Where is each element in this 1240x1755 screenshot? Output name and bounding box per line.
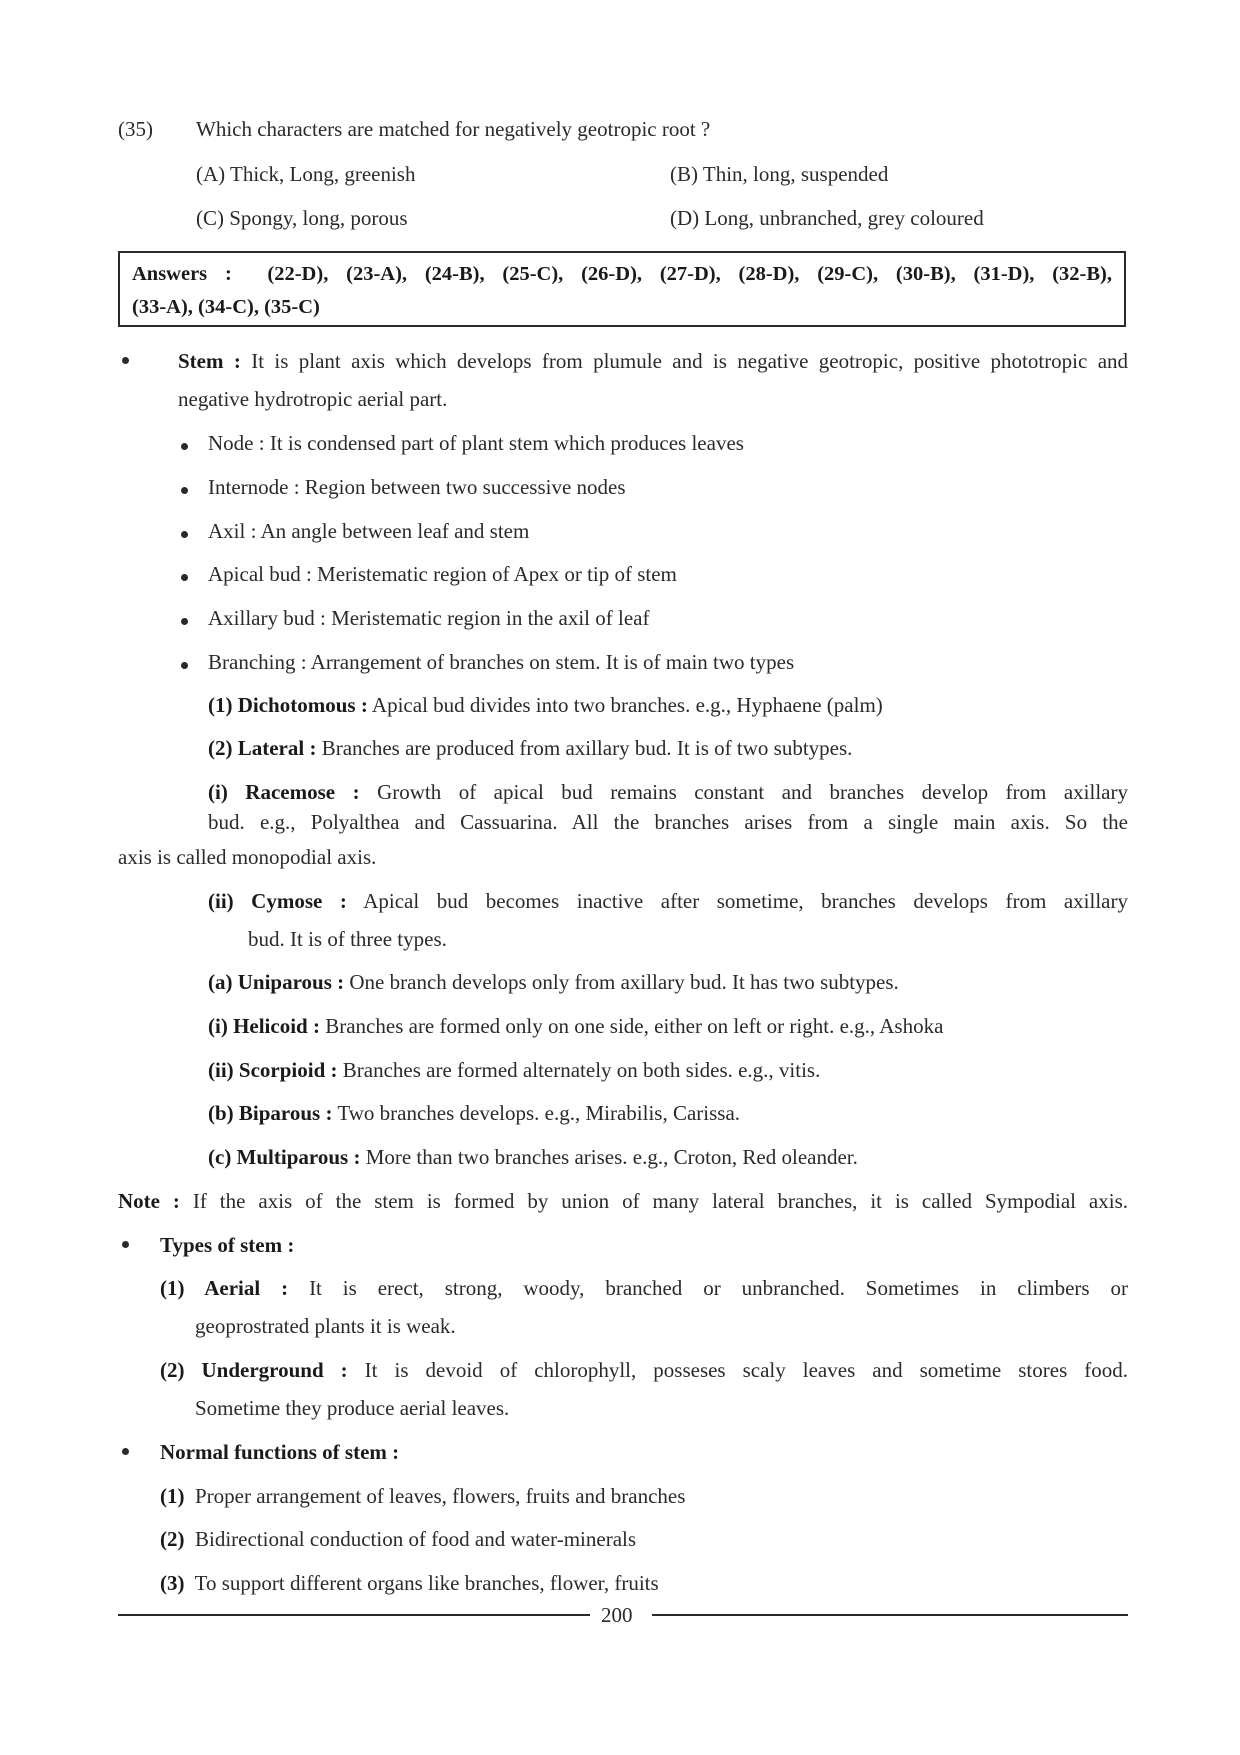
bullet-icon: [122, 1241, 129, 1248]
biparous-term: (b) Biparous :: [208, 1101, 333, 1125]
multiparous-term: (c) Multiparous :: [208, 1145, 361, 1169]
racemose-line-3: axis is called monopodial axis.: [118, 845, 377, 869]
uniparous-term: (a) Uniparous :: [208, 970, 345, 994]
answers-values-1: (22-D), (23-A), (24-B), (25-C), (26-D), (27-D), (28-D), (29-C), (30-B), (31-D), (32-B),: [267, 263, 1112, 285]
cymose-text-1: Apical bud becomes inactive after sometime, branches develops from axillary: [363, 889, 1128, 913]
stem-def-1: It is plant axis which develops from plumule and is negative geotropic, positive phototropic and: [251, 349, 1129, 373]
lateral-entry: [208, 733, 852, 763]
stem-part-axil: Axil : An angle between leaf and stem: [208, 519, 530, 543]
lateral-term: (2) Lateral :: [208, 736, 317, 760]
stem-part-branching: Branching : Arrangement of branches on stem. It is of main two types: [208, 650, 795, 674]
stem-term: Stem :: [178, 349, 241, 373]
helicoid-entry: [208, 1011, 943, 1041]
lateral-text: Branches are produced from axillary bud. It is of two subtypes.: [321, 736, 853, 760]
function-item-3: (3) To support different organs like branches, flower, fruits: [160, 1571, 659, 1595]
racemose-line-2: bud. e.g., Polyalthea and Cassuarina. All the branches arises from a single main axis. So the: [208, 810, 1128, 834]
scorpioid-term: (ii) Scorpioid :: [208, 1058, 338, 1082]
scorpioid-entry: [208, 1055, 820, 1085]
option-c: (C) Spongy, long, porous: [196, 206, 408, 230]
option-a: (A) Thick, Long, greenish: [196, 162, 416, 186]
scorpioid-text: Branches are formed alternately on both sides. e.g., vitis.: [342, 1058, 821, 1082]
racemose-term: (i) Racemose :: [208, 780, 360, 804]
question-text: Which characters are matched for negatively geotropic root ?: [196, 117, 711, 141]
stem-part-internode: Internode : Region between two successive nodes: [208, 475, 626, 499]
answers-line-1: [132, 258, 1112, 291]
bullet-icon: [181, 574, 188, 581]
racemose-text-1: Growth of apical bud remains constant and branches develop from axillary: [377, 780, 1128, 804]
function-item-1: (1) Proper arrangement of leaves, flowers, fruits and branches: [160, 1484, 686, 1508]
aerial-text-1: It is erect, strong, woody, branched or unbranched. Sometimes in climbers or: [309, 1276, 1128, 1300]
cymose-line-2: bud. It is of three types.: [248, 927, 447, 951]
answers-label: Answers :: [132, 263, 232, 285]
bullet-icon: [122, 1448, 129, 1455]
helicoid-text: Branches are formed only on one side, either on left or right. e.g., Ashoka: [325, 1014, 944, 1038]
note-term: Note :: [118, 1189, 180, 1213]
stem-definition-line-2: negative hydrotropic aerial part.: [178, 387, 448, 411]
uniparous-entry: [208, 967, 899, 997]
page-number: 200: [601, 1603, 633, 1627]
bullet-icon: [181, 487, 188, 494]
bullet-icon: [181, 531, 188, 538]
note-text: If the axis of the stem is formed by union of many lateral branches, it is called Sympodial axis.: [192, 1189, 1128, 1213]
option-b: (B) Thin, long, suspended: [670, 162, 889, 186]
biparous-text: Two branches develops. e.g., Mirabilis, Carissa.: [337, 1101, 741, 1125]
multiparous-entry: [208, 1142, 858, 1172]
answers-values-2: (33-A), (34-C), (35-C): [132, 296, 320, 318]
answers-box: [118, 251, 1126, 327]
bullet-icon: [122, 357, 129, 364]
aerial-line-1: [160, 1273, 1128, 1303]
stem-part-node: Node : It is condensed part of plant stem which produces leaves: [208, 431, 744, 455]
multiparous-text: More than two branches arises. e.g., Croton, Red oleander.: [365, 1145, 858, 1169]
note-entry: [118, 1186, 1128, 1216]
underground-line-1: [160, 1355, 1128, 1385]
aerial-term: (1) Aerial :: [160, 1276, 289, 1300]
question-number: (35): [118, 117, 153, 141]
dichotomous-text: Apical bud divides into two branches. e.g., Hyphaene (palm): [371, 693, 883, 717]
helicoid-term: (i) Helicoid :: [208, 1014, 320, 1038]
bullet-icon: [181, 662, 188, 669]
bullet-icon: [181, 618, 188, 625]
racemose-line-1: [208, 777, 1128, 807]
dichotomous-term: (1) Dichotomous :: [208, 693, 368, 717]
stem-part-axillary-bud: Axillary bud : Meristematic region in the axil of leaf: [208, 606, 650, 630]
function-item-2: (2) Bidirectional conduction of food and water-minerals: [160, 1527, 637, 1551]
stem-definition-line-1: [178, 346, 1128, 376]
aerial-line-2: geoprostrated plants it is weak.: [195, 1314, 456, 1338]
cymose-term: (ii) Cymose :: [208, 889, 347, 913]
functions-heading: Normal functions of stem :: [160, 1440, 400, 1464]
dichotomous-entry: [208, 690, 883, 720]
uniparous-text: One branch develops only from axillary bud. It has two subtypes.: [349, 970, 899, 994]
footer-rule-right: [652, 1614, 1128, 1616]
types-heading: Types of stem :: [160, 1233, 295, 1257]
cymose-line-1: [208, 886, 1128, 916]
stem-part-apical-bud: Apical bud : Meristematic region of Apex or tip of stem: [208, 562, 677, 586]
biparous-entry: [208, 1098, 740, 1128]
bullet-icon: [181, 443, 188, 450]
footer-rule-left: [118, 1614, 590, 1616]
option-d: (D) Long, unbranched, grey coloured: [670, 206, 984, 230]
underground-text-1: It is devoid of chlorophyll, posseses scaly leaves and sometime stores food.: [364, 1358, 1129, 1382]
underground-term: (2) Underground :: [160, 1358, 348, 1382]
underground-line-2: Sometime they produce aerial leaves.: [195, 1396, 510, 1420]
